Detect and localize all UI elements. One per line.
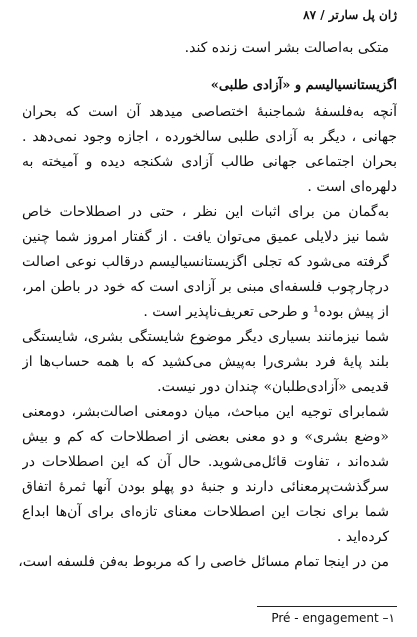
section-heading: اگزیستانسیالیسم و «آزادی طلبی» [210,78,397,93]
paragraph [22,200,397,325]
body-text [18,36,397,575]
paragraph [22,100,397,200]
text-line: کرده‌اید . [337,529,389,545]
text-line: آنچه به‌فلسفهٔ شماجنبهٔ اختصاصی میدهد آن است که بحران [22,104,397,120]
paragraph [22,400,397,550]
text-line: گرفته می‌شود که تجلی اگزیستانسیالیسم درقالب نوعی اصالت [22,254,389,270]
running-header: ژان پل سارتر / ۸۷ [303,8,397,22]
text-line: بلند پایهٔ فرد بشری‌را به‌پیش می‌کشید که با همه حساب‌ها از [22,354,389,370]
text-line: «وضع بشری» و دو معنی بعضی از اصطلاحات که کم و بیش [22,429,389,445]
text-line: جهانی ، دیگر به آزادی طلبی سالخورده ، اجازه وجود نمی‌دهد . [22,129,397,145]
text-line: شمابرای توجیه این مباحث، میان دومعنی اصالت‌بشر، دومعنی [22,404,389,420]
footnote-divider [257,606,397,607]
text-line: درچارچوب فلسفه‌ای مبنی بر آزادی است که خود در باطن امر، [22,279,389,295]
paragraph [18,550,397,575]
text-line: سرگذشت‌پرمعنائی دارند و جنبهٔ دو پهلو بودن آنها ثمرهٔ اتفاق [22,479,389,495]
text-line: بحران اجتماعی جهانی طالب آزادی شکنجه دیده و آمیخته به [22,154,397,170]
text-line: شما برای نجات این اصطلاحات معنای تازه‌ای برای آن‌ها ابداع [22,504,389,520]
text-line: قدیمی «آزادی‌طلبان» چندان دور نیست. [157,379,389,395]
paragraph-intro-end [22,36,397,61]
text-line: به‌گمان من برای اثبات این نظر ، حتی در اصطلاحات خاص [22,204,389,220]
text-line: متکی به‌اصالت بشر است زنده کند. [184,40,389,56]
text-line: شما نیز دلایلی عمیق می‌توان یافت . از گفتار امروز شما چنین [22,229,389,245]
footnote: Pré - engagement –۱ [271,611,395,625]
text-line: شده‌اند ، تفاوت قائل‌می‌شوید. حال آن که این اصطلاحات در [22,454,389,470]
text-line: از پیش بوده¹ و طرحی تعریف‌ناپذیر است . [143,304,389,320]
text-line: من در اینجا تمام مسائل خاصی را که مربوط به‌فن فلسفه است، [18,554,389,570]
paragraph [22,325,397,400]
text-line: شما نیزمانند بسیاری دیگر موضوع شایستگی بشری، شایستگی [22,329,389,345]
text-line: دلهره‌ای است . [307,179,397,195]
